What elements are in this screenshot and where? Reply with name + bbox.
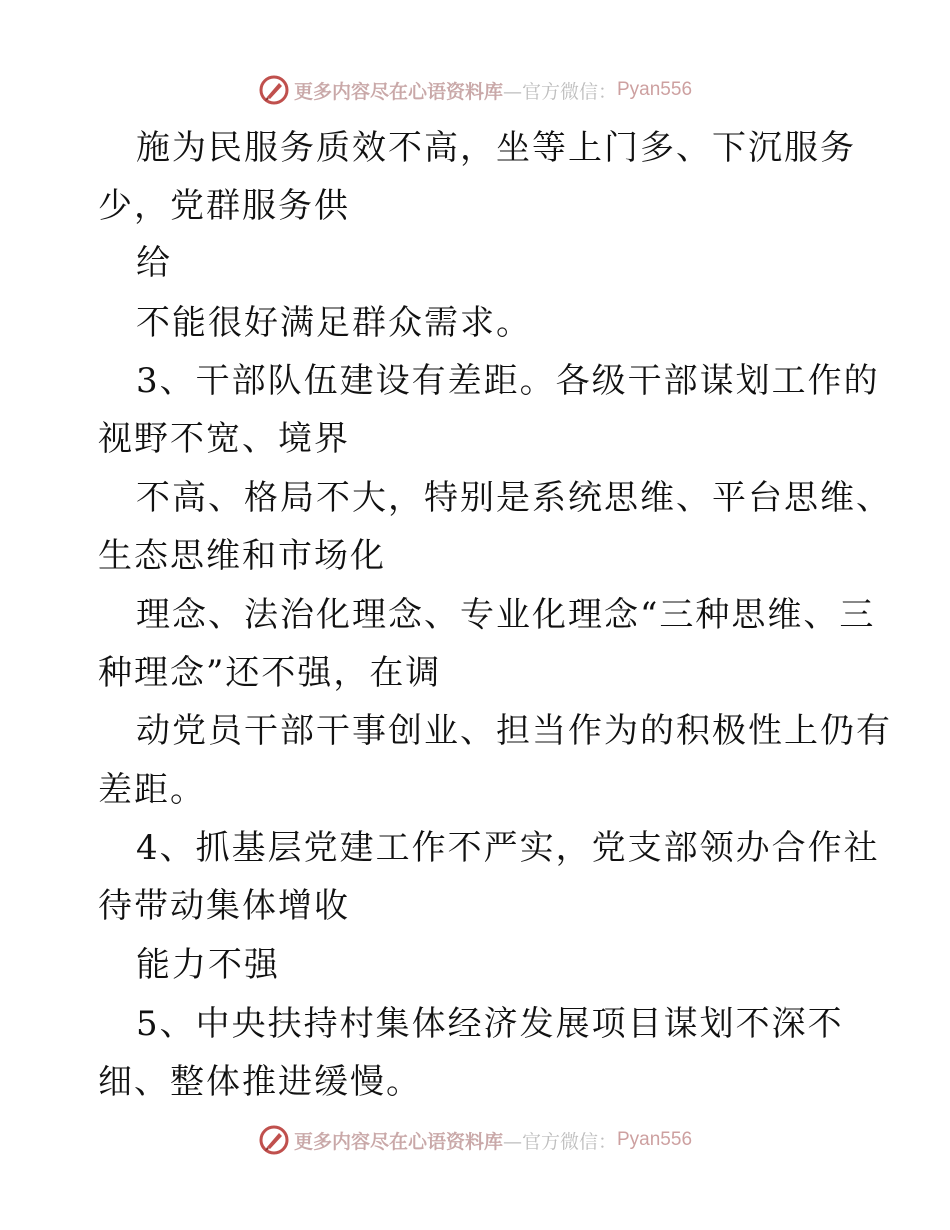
text-line: 不能很好满足群众需求。 bbox=[136, 303, 532, 343]
watermark-brand: 更多内容尽在心语资料库 bbox=[293, 80, 503, 103]
watermark-official: —官方微信： bbox=[502, 1130, 617, 1153]
text-line: 理念、法治化理念、专业化理念“三种思维、三 bbox=[136, 595, 876, 635]
pen-logo-icon bbox=[258, 1124, 290, 1156]
watermark-brand: 更多内容尽在心语资料库 bbox=[293, 1130, 503, 1153]
watermark-wechat-id: Pyan556 bbox=[617, 79, 693, 100]
text-line: 施为民服务质效不高，坐等上门多、下沉服务 bbox=[136, 128, 856, 168]
text-line: 少，党群服务供 bbox=[98, 186, 350, 226]
text-line: 给 bbox=[136, 243, 172, 283]
text-line: 5、中央扶持村集体经济发展项目谋划不深不 bbox=[136, 1004, 844, 1044]
text-line: 能力不强 bbox=[136, 945, 280, 985]
text-line: 待带动集体增收 bbox=[98, 886, 350, 926]
text-line: 不高、格局不大，特别是系统思维、平台思维、 bbox=[136, 478, 892, 518]
watermark-banner-bottom bbox=[0, 1120, 950, 1160]
watermark-banner-top bbox=[0, 70, 950, 110]
pen-logo-icon bbox=[258, 74, 290, 106]
text-line: 4、抓基层党建工作不严实，党支部领办合作社 bbox=[136, 828, 880, 868]
watermark-official: —官方微信： bbox=[502, 80, 617, 103]
text-line: 差距。 bbox=[98, 770, 206, 810]
text-line: 动党员干部干事创业、担当作为的积极性上仍有 bbox=[136, 711, 892, 751]
text-line: 视野不宽、境界 bbox=[98, 419, 350, 459]
watermark-wechat-id: Pyan556 bbox=[617, 1129, 693, 1150]
text-line: 种理念”还不强，在调 bbox=[98, 653, 442, 693]
text-line: 3、干部队伍建设有差距。各级干部谋划工作的 bbox=[136, 361, 880, 401]
text-line: 细、整体推进缓慢。 bbox=[98, 1062, 422, 1102]
text-line: 生态思维和市场化 bbox=[98, 536, 386, 576]
